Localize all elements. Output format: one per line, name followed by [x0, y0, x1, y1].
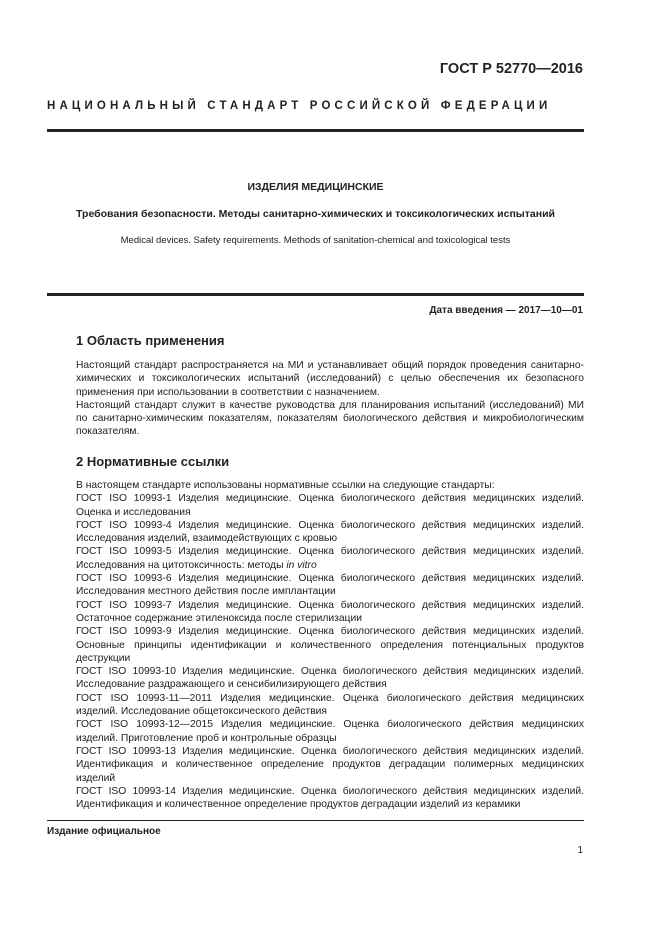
reference-item: ГОСТ ISO 10993-1 Изделия медицинские. Оценка биологического действия медицинских изделий. Оценка и исследования	[76, 493, 584, 518]
section-1-paragraph: Настоящий стандарт распространяется на МИ и устанавливает общий порядок проведения санитарно-химических и токсикологических испытаний (исследований) с целью обеспечения их безопасного применения при использовании в соответствии с назначением.	[76, 360, 584, 398]
section-1-paragraph: Настоящий стандарт служит в качестве руководства для планирования испытаний (исследований) МИ по санитарно-химическим показателям, показателям биологического действия и микробиологическим показателям.	[76, 399, 584, 438]
official-edition-label: Издание официальное	[47, 826, 161, 837]
reference-item: ГОСТ ISO 10993-12—2015 Изделия медицинские. Оценка биологического действия медицинских изделий. Приготовление проб и контрольные образцы	[76, 719, 584, 744]
english-title: Medical devices. Safety requirements. Methods of sanitation-chemical and toxicological tests	[120, 235, 511, 246]
reference-item: ГОСТ ISO 10993-4 Изделия медицинские. Оценка биологического действия медицинских изделий. Исследования изделий, взаимодействующих с кровью	[76, 519, 584, 545]
section-1-heading: 1 Область применения	[76, 333, 225, 348]
header-rule	[47, 129, 584, 132]
section-2-intro: В настоящем стандарте использованы нормативные ссылки на следующие стандарты:	[76, 480, 495, 491]
page-number: 1	[577, 845, 583, 856]
reference-item: ГОСТ ISO 10993-7 Изделия медицинские. Оценка биологического действия медицинских изделий. Остаточное содержание этиленоксида после стерилизации	[76, 599, 584, 624]
reference-item: ГОСТ ISO 10993-5 Изделия медицинские. Оценка биологического действия медицинских изделий. Исследования на цитотоксичность: методы in vitro	[76, 546, 584, 571]
reference-item: ГОСТ ISO 10993-6 Изделия медицинские. Оценка биологического действия медицинских изделий. Исследования местного действия после имплантации	[76, 573, 584, 598]
reference-item: ГОСТ ISO 10993-14 Изделия медицинские. Оценка биологического действия медицинских изделий. Идентификация и количественное определение продуктов деградации изделий из керамики	[76, 785, 584, 811]
reference-item: ГОСТ ISO 10993-10 Изделия медицинские. Оценка биологического действия медицинских изделий. Исследование раздражающего и сенсибилизирующего действия	[76, 666, 584, 691]
reference-item: ГОСТ ISO 10993-13 Изделия медицинские. Оценка биологического действия медицинских изделий. Идентификация и количественное определение продуктов деградации полимерных медицинских изделий	[76, 745, 584, 784]
national-standard-banner: НАЦИОНАЛЬНЫЙ СТАНДАРТ РОССИЙСКОЙ ФЕДЕРАЦИИ	[47, 100, 552, 112]
section-2-body	[47, 479, 584, 811]
reference-item: ГОСТ ISO 10993-9 Изделия медицинские. Оценка биологического действия медицинских изделий. Основные принципы идентификации и количественного определения потенциальных продуктов деструкции	[76, 626, 584, 664]
section-2-heading: 2 Нормативные ссылки	[76, 454, 230, 469]
title-rule	[47, 293, 584, 296]
section-1-body	[47, 359, 584, 439]
introduction-date: Дата введения — 2017—10—01	[429, 305, 583, 316]
standard-number: ГОСТ Р 52770—2016	[439, 61, 583, 77]
in-vitro-italic: in vitro	[286, 559, 317, 571]
reference-item: ГОСТ ISO 10993-11—2011 Изделия медицинские. Оценка биологического действия медицинских изделий. Исследование общетоксического действия	[76, 692, 584, 718]
document-title: ИЗДЕЛИЯ МЕДИЦИНСКИЕ	[247, 181, 384, 193]
document-subtitle: Требования безопасности. Методы санитарно-химических и токсикологических испытаний	[76, 208, 555, 220]
footer-rule	[47, 820, 584, 821]
